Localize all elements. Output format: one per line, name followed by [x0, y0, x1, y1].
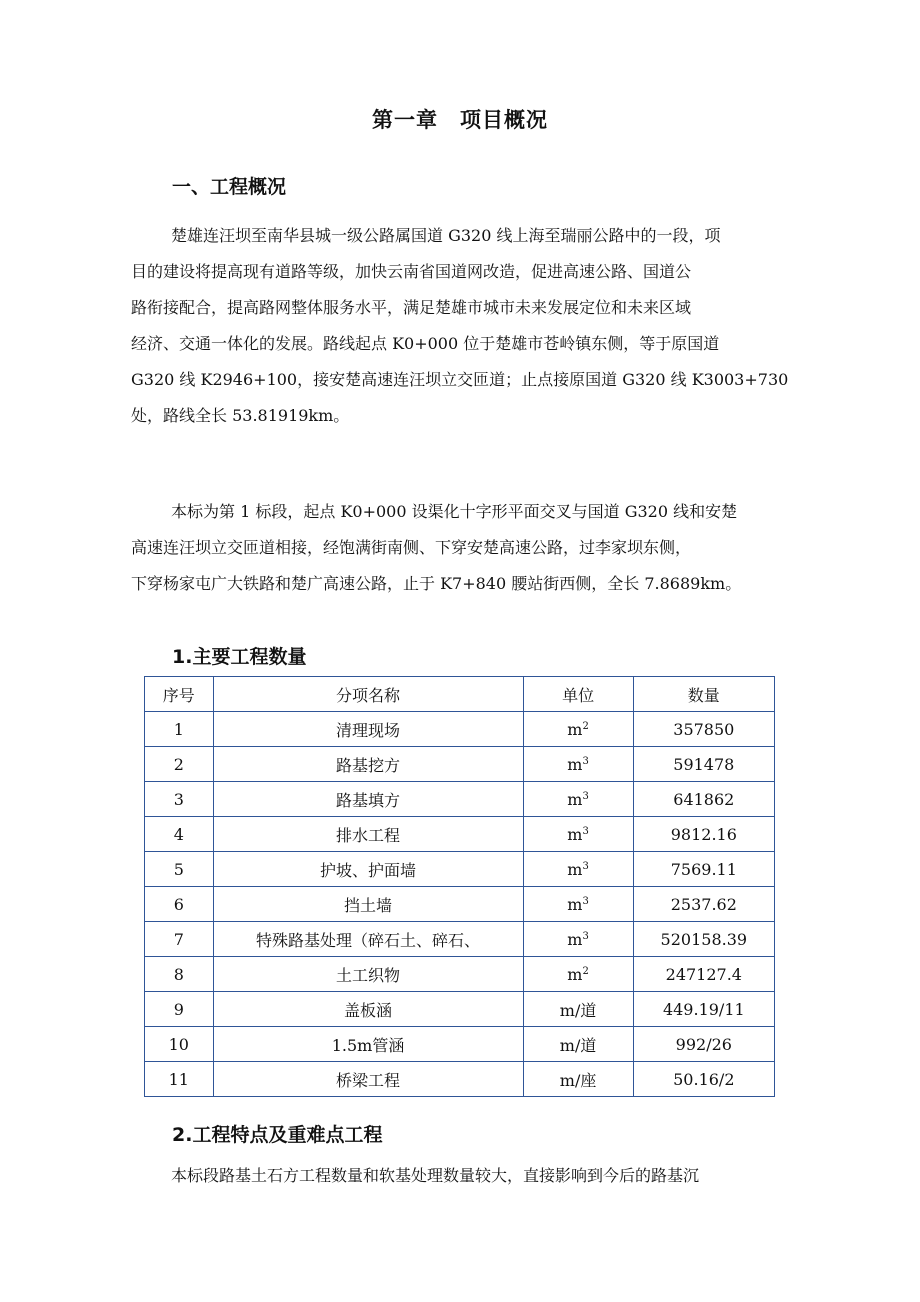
row-item-name: 土工织物	[213, 957, 523, 992]
paragraph-line: 高速连汪坝立交匝道相接，经饱满街南侧、下穿安楚高速公路，过李家坝东侧，	[131, 538, 692, 557]
paragraph-line: G320 线 K2946+100，接安楚高速连汪坝立交匝道；止点接原国道 G320 线 K3003+730	[131, 370, 789, 389]
row-unit	[523, 887, 633, 922]
row-item-name: 桥梁工程	[213, 1062, 523, 1097]
unit-exponent: 2	[582, 965, 589, 977]
row-number: 1	[145, 712, 214, 747]
subsection-heading-quantities: 1.主要工程数量	[172, 646, 307, 668]
table-row	[145, 712, 775, 747]
row-item-name: 1.5m管涵	[213, 1027, 523, 1062]
unit-text: m	[567, 894, 583, 914]
row-quantity: 520158.39	[633, 922, 774, 957]
table-row	[145, 817, 775, 852]
table-row	[145, 747, 775, 782]
unit-text: m	[567, 859, 583, 879]
row-quantity: 449.19/11	[633, 992, 774, 1027]
row-item-name: 护坡、护面墙	[213, 852, 523, 887]
paragraph-line: 本标为第 1 标段，起点 K0+000 设渠化十字形平面交叉与国道 G320 线和安楚	[171, 502, 738, 521]
row-item-name: 路基填方	[213, 782, 523, 817]
row-quantity: 247127.4	[633, 957, 774, 992]
row-unit	[523, 747, 633, 782]
paragraph-line: 目的建设将提高现有道路等级，加快云南省国道网改造，促进高速公路、国道公	[131, 262, 692, 281]
table-row	[145, 957, 775, 992]
header-no: 序号	[145, 677, 214, 712]
header-item-name: 分项名称	[213, 677, 523, 712]
row-number: 11	[145, 1062, 214, 1097]
unit-text: m	[567, 964, 583, 984]
row-number: 4	[145, 817, 214, 852]
unit-text: m	[567, 789, 583, 809]
row-quantity: 9812.16	[633, 817, 774, 852]
table-header-row	[145, 677, 775, 712]
unit-exponent: 2	[582, 720, 589, 732]
row-quantity: 641862	[633, 782, 774, 817]
paragraph-line: 处，路线全长 53.81919km。	[131, 406, 350, 425]
row-item-name: 盖板涵	[213, 992, 523, 1027]
unit-text: m	[567, 754, 583, 774]
paragraph-line: 本标段路基土石方工程数量和软基处理数量较大，直接影响到今后的路基沉	[171, 1166, 700, 1185]
unit-text: m/道	[559, 1000, 597, 1020]
unit-exponent: 3	[582, 790, 589, 802]
row-item-name: 清理现场	[213, 712, 523, 747]
row-number: 6	[145, 887, 214, 922]
row-unit	[523, 817, 633, 852]
row-unit	[523, 922, 633, 957]
overview-paragraph-1	[131, 218, 791, 434]
unit-text: m/道	[559, 1035, 597, 1055]
unit-exponent: 3	[582, 895, 589, 907]
unit-exponent: 3	[582, 860, 589, 872]
unit-exponent: 3	[582, 930, 589, 942]
row-unit	[523, 1062, 633, 1097]
table-row	[145, 887, 775, 922]
row-number: 5	[145, 852, 214, 887]
row-quantity: 357850	[633, 712, 774, 747]
paragraph-line: 经济、交通一体化的发展。路线起点 K0+000 位于楚雄市苍岭镇东侧，等于原国道	[131, 334, 720, 353]
unit-exponent: 3	[582, 755, 589, 767]
row-unit	[523, 992, 633, 1027]
row-unit	[523, 1027, 633, 1062]
paragraph-line: 路衔接配合，提高路网整体服务水平，满足楚雄市城市未来发展定位和未来区域	[131, 298, 692, 317]
row-unit	[523, 852, 633, 887]
row-number: 2	[145, 747, 214, 782]
unit-text: m	[567, 719, 583, 739]
row-quantity: 992/26	[633, 1027, 774, 1062]
table-row	[145, 1062, 775, 1097]
table-row	[145, 852, 775, 887]
table-row	[145, 1027, 775, 1062]
row-item-name: 排水工程	[213, 817, 523, 852]
row-item-name: 挡土墙	[213, 887, 523, 922]
header-quantity: 数量	[633, 677, 774, 712]
quantities-table	[144, 676, 775, 1097]
row-number: 9	[145, 992, 214, 1027]
paragraph-line: 楚雄连汪坝至南华县城一级公路属国道 G320 线上海至瑞丽公路中的一段，项	[171, 226, 721, 245]
row-number: 10	[145, 1027, 214, 1062]
row-item-name: 特殊路基处理（碎石土、碎石、	[213, 922, 523, 957]
row-unit	[523, 782, 633, 817]
row-unit	[523, 712, 633, 747]
row-quantity: 7569.11	[633, 852, 774, 887]
row-quantity: 2537.62	[633, 887, 774, 922]
row-item-name: 路基挖方	[213, 747, 523, 782]
overview-paragraph-2	[131, 494, 791, 602]
paragraph-line: 下穿杨家屯广大铁路和楚广高速公路，止于 K7+840 腰站街西侧，全长 7.8689km。	[131, 574, 742, 593]
table-row	[145, 992, 775, 1027]
row-unit	[523, 957, 633, 992]
unit-text: m/座	[559, 1070, 597, 1090]
row-number: 8	[145, 957, 214, 992]
header-unit: 单位	[523, 677, 633, 712]
unit-text: m	[567, 929, 583, 949]
table-row	[145, 782, 775, 817]
section-heading-overview: 一、工程概况	[172, 176, 287, 198]
row-number: 7	[145, 922, 214, 957]
chapter-title: 第一章 项目概况	[372, 108, 548, 132]
row-quantity: 591478	[633, 747, 774, 782]
table-row	[145, 922, 775, 957]
unit-text: m	[567, 824, 583, 844]
features-paragraph	[131, 1158, 791, 1194]
unit-exponent: 3	[582, 825, 589, 837]
row-quantity: 50.16/2	[633, 1062, 774, 1097]
row-number: 3	[145, 782, 214, 817]
subsection-heading-features: 2.工程特点及重难点工程	[172, 1124, 383, 1146]
